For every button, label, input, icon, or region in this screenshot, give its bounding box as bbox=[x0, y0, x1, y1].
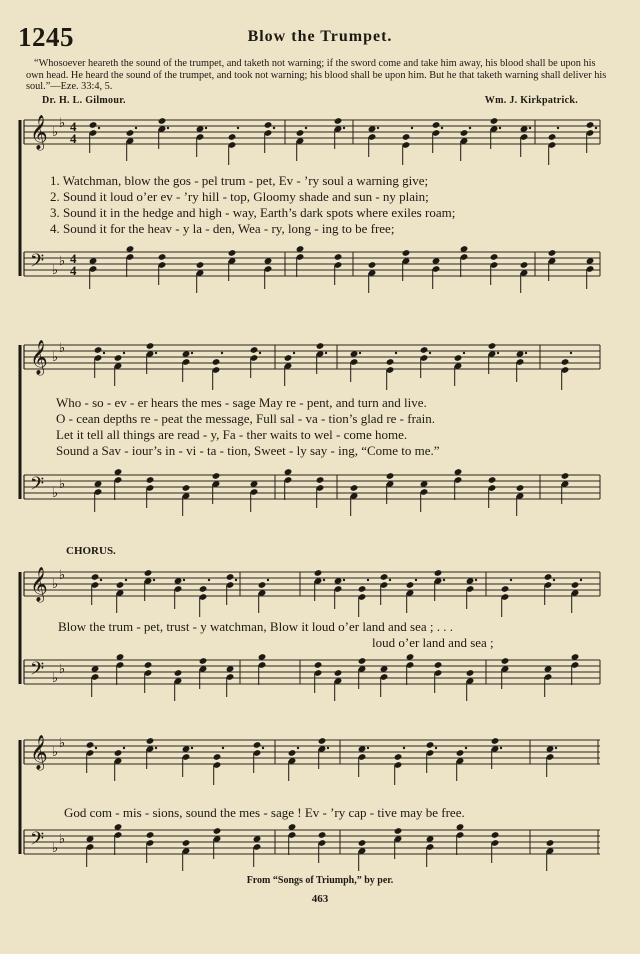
note-head bbox=[228, 133, 237, 141]
note-head bbox=[358, 657, 367, 665]
flat-icon: ♭ bbox=[52, 125, 59, 140]
time-signature-bottom: 4 bbox=[70, 263, 77, 278]
note-head bbox=[250, 346, 259, 354]
dot-icon bbox=[500, 747, 502, 749]
note-head bbox=[432, 121, 441, 129]
dot-icon bbox=[135, 127, 137, 129]
flat-icon: ♭ bbox=[52, 671, 59, 686]
dot-icon bbox=[343, 579, 345, 581]
note-head bbox=[358, 585, 367, 593]
dot-icon bbox=[125, 579, 127, 581]
note-head bbox=[488, 342, 497, 350]
dot-icon bbox=[95, 747, 97, 749]
note-head bbox=[456, 749, 465, 757]
note-head bbox=[146, 831, 155, 839]
note-head bbox=[126, 129, 135, 137]
dot-icon bbox=[443, 579, 445, 581]
note-head bbox=[491, 831, 500, 839]
dot-icon bbox=[237, 127, 239, 129]
note-head bbox=[316, 342, 325, 350]
dot-icon bbox=[415, 579, 417, 581]
dot-icon bbox=[499, 127, 501, 129]
note-head bbox=[318, 831, 327, 839]
note-head bbox=[114, 354, 123, 362]
dot-icon bbox=[98, 127, 100, 129]
note-head bbox=[394, 753, 403, 761]
flat-icon: ♭ bbox=[59, 568, 66, 583]
note-head bbox=[516, 484, 525, 492]
note-head bbox=[196, 261, 205, 269]
note-head bbox=[501, 585, 510, 593]
dot-icon bbox=[469, 127, 471, 129]
note-head bbox=[402, 133, 411, 141]
note-head bbox=[406, 581, 415, 589]
dot-icon bbox=[510, 579, 512, 581]
flat-icon: ♭ bbox=[59, 341, 66, 356]
source-credit: From “Songs of Triumph,” by per. bbox=[246, 875, 394, 886]
dot-icon bbox=[123, 747, 125, 749]
dot-icon bbox=[323, 579, 325, 581]
verse-4-line-b: Sound a Sav - iour’s in - vi - ta - tion, Sweet - ly say - ing, “Come to me.” bbox=[56, 443, 440, 458]
dot-icon bbox=[359, 352, 361, 354]
note-head bbox=[402, 249, 411, 257]
dot-icon bbox=[411, 127, 413, 129]
note-head bbox=[182, 484, 191, 492]
note-head bbox=[86, 741, 95, 749]
bass-clef-icon: 𝄢 bbox=[30, 251, 45, 276]
note-head bbox=[548, 249, 557, 257]
dot-icon bbox=[305, 127, 307, 129]
dot-icon bbox=[153, 579, 155, 581]
dot-icon bbox=[155, 352, 157, 354]
note-head bbox=[114, 749, 123, 757]
note-head bbox=[490, 117, 499, 125]
note-head bbox=[318, 737, 327, 745]
treble-clef-icon: 𝄞 bbox=[30, 735, 48, 770]
bass-clef-icon: 𝄢 bbox=[30, 659, 45, 684]
note-head bbox=[501, 657, 510, 665]
dot-icon bbox=[435, 747, 437, 749]
note-head bbox=[116, 581, 125, 589]
flat-icon: ♭ bbox=[52, 745, 59, 760]
dot-icon bbox=[367, 579, 369, 581]
note-head bbox=[226, 573, 235, 581]
note-head bbox=[314, 661, 323, 669]
note-head bbox=[314, 569, 323, 577]
note-head bbox=[144, 661, 153, 669]
flat-icon: ♭ bbox=[59, 662, 66, 677]
dot-icon bbox=[580, 579, 582, 581]
dot-icon bbox=[293, 352, 295, 354]
note-head bbox=[146, 342, 155, 350]
time-signature-top: 4 bbox=[70, 251, 77, 266]
flat-icon: ♭ bbox=[59, 254, 66, 269]
note-head bbox=[386, 358, 395, 366]
dot-icon bbox=[497, 352, 499, 354]
time-signature-bottom: 4 bbox=[70, 131, 77, 146]
note-head bbox=[490, 253, 499, 261]
dot-icon bbox=[327, 747, 329, 749]
chorus-line-1-echo: loud o’er land and sea ; bbox=[372, 635, 494, 650]
note-head bbox=[296, 129, 305, 137]
lyricist-credit: Dr. H. L. Gilmour. bbox=[42, 95, 126, 106]
note-head bbox=[434, 569, 443, 577]
dot-icon bbox=[208, 579, 210, 581]
flat-icon: ♭ bbox=[59, 477, 66, 492]
dot-icon bbox=[557, 127, 559, 129]
note-head bbox=[258, 581, 267, 589]
dot-icon bbox=[273, 127, 275, 129]
note-head bbox=[174, 669, 183, 677]
note-head bbox=[212, 472, 221, 480]
dot-icon bbox=[103, 352, 105, 354]
note-head bbox=[546, 839, 555, 847]
verse-4-line-a: 4. Sound it for the heav - y la - den, Wea - ry, long - ing to be free; bbox=[50, 221, 395, 236]
dot-icon bbox=[155, 747, 157, 749]
note-head bbox=[358, 839, 367, 847]
note-head bbox=[228, 249, 237, 257]
dot-icon bbox=[553, 579, 555, 581]
note-head bbox=[199, 657, 208, 665]
note-head bbox=[158, 117, 167, 125]
flat-icon: ♭ bbox=[59, 116, 66, 131]
note-head bbox=[199, 585, 208, 593]
treble-clef-icon: 𝄞 bbox=[30, 115, 48, 150]
composer-credit: Wm. J. Kirkpatrick. bbox=[484, 95, 578, 106]
note-head bbox=[91, 573, 100, 581]
dot-icon bbox=[529, 127, 531, 129]
dot-icon bbox=[167, 127, 169, 129]
note-head bbox=[284, 354, 293, 362]
page-number: 463 bbox=[311, 893, 329, 905]
note-head bbox=[264, 121, 273, 129]
dot-icon bbox=[367, 747, 369, 749]
note-head bbox=[520, 261, 529, 269]
time-signature-top: 4 bbox=[70, 119, 77, 134]
flat-icon: ♭ bbox=[59, 832, 66, 847]
dot-icon bbox=[191, 352, 193, 354]
verse-2-line-b: O - cean depths re - peat the message, Full sal - va - tion’s glad re - frain. bbox=[56, 411, 436, 426]
note-head bbox=[394, 827, 403, 835]
note-head bbox=[182, 839, 191, 847]
note-head bbox=[146, 737, 155, 745]
note-head bbox=[460, 129, 469, 137]
dot-icon bbox=[465, 747, 467, 749]
note-head bbox=[434, 661, 443, 669]
verse-1-line-b: Who - so - ev - er hears the mes - sage May re - pent, and turn and live. bbox=[56, 395, 427, 410]
note-head bbox=[368, 261, 377, 269]
note-head bbox=[561, 472, 570, 480]
dot-icon bbox=[235, 579, 237, 581]
hymn-title: Blow the Trumpet. bbox=[247, 28, 393, 45]
dot-icon bbox=[191, 747, 193, 749]
chorus-line-1: Blow the trum - pet, trust - y watchman, Blow it loud o’er land and sea ; . . . bbox=[58, 619, 453, 634]
dot-icon bbox=[123, 352, 125, 354]
note-head bbox=[426, 741, 435, 749]
note-head bbox=[488, 476, 497, 484]
dot-icon bbox=[441, 127, 443, 129]
note-head bbox=[253, 741, 262, 749]
music-system-3 bbox=[0, 560, 640, 720]
dot-icon bbox=[463, 352, 465, 354]
note-head bbox=[544, 573, 553, 581]
hymn-number: 1245 bbox=[18, 22, 74, 52]
dot-icon bbox=[595, 127, 597, 129]
note-head bbox=[454, 354, 463, 362]
flat-icon: ♭ bbox=[52, 263, 59, 278]
dot-icon bbox=[221, 352, 223, 354]
note-head bbox=[334, 253, 343, 261]
note-head bbox=[586, 121, 595, 129]
note-head bbox=[146, 476, 155, 484]
note-head bbox=[144, 569, 153, 577]
note-head bbox=[466, 669, 475, 677]
dot-icon bbox=[259, 352, 261, 354]
dot-icon bbox=[100, 579, 102, 581]
note-head bbox=[158, 253, 167, 261]
treble-clef-icon: 𝄞 bbox=[30, 567, 48, 602]
flat-icon: ♭ bbox=[52, 486, 59, 501]
note-head bbox=[316, 476, 325, 484]
verse-3-line-a: 3. Sound it in the hedge and high - way, Earth’s dark spots where exiles roam; bbox=[50, 205, 456, 220]
flat-icon: ♭ bbox=[59, 736, 66, 751]
dot-icon bbox=[570, 352, 572, 354]
bass-clef-icon: 𝄢 bbox=[30, 474, 45, 499]
dot-icon bbox=[297, 747, 299, 749]
verse-1-line-a: 1. Watchman, blow the gos - pel trum - pet, Ev - ’ry soul a warning give; bbox=[50, 173, 429, 188]
flat-icon: ♭ bbox=[52, 841, 59, 856]
note-head bbox=[420, 346, 429, 354]
dot-icon bbox=[262, 747, 264, 749]
note-head bbox=[350, 484, 359, 492]
note-head bbox=[94, 346, 103, 354]
dot-icon bbox=[389, 579, 391, 581]
dot-icon bbox=[205, 127, 207, 129]
chorus-label: CHORUS. bbox=[66, 545, 116, 557]
dot-icon bbox=[183, 579, 185, 581]
verse-3-line-b: Let it tell all things are read - y, Fa - ther waits to wel - come home. bbox=[56, 427, 408, 442]
note-head bbox=[334, 669, 343, 677]
dot-icon bbox=[325, 352, 327, 354]
scripture-epigraph: “Whosoever heareth the sound of the trumpet, and taketh not warning; if the sword come and take him away, his blood shall be upon his own head. He heard the sound of the trumpet, and took not warning; his blood shall be upon him. But he that taketh warning shall deliver his soul.”—Eze. 33:4, 5. bbox=[26, 58, 607, 93]
note-head bbox=[548, 133, 557, 141]
dot-icon bbox=[525, 352, 527, 354]
dot-icon bbox=[343, 127, 345, 129]
dot-icon bbox=[555, 747, 557, 749]
note-head bbox=[380, 573, 389, 581]
note-head bbox=[212, 358, 221, 366]
dot-icon bbox=[377, 127, 379, 129]
dot-icon bbox=[403, 747, 405, 749]
bass-clef-icon: 𝄢 bbox=[30, 829, 45, 854]
note-head bbox=[213, 753, 222, 761]
verse-2-line-a: 2. Sound it loud o’er ev - ’ry hill - top, Gloomy shade and sun - ny plain; bbox=[50, 189, 429, 204]
note-head bbox=[334, 117, 343, 125]
flat-icon: ♭ bbox=[52, 577, 59, 592]
chorus-line-2: God com - mis - sions, sound the mes - sage ! Ev - ’ry cap - tive may be free. bbox=[64, 805, 465, 820]
note-head bbox=[561, 358, 570, 366]
note-head bbox=[571, 581, 580, 589]
dot-icon bbox=[475, 579, 477, 581]
dot-icon bbox=[429, 352, 431, 354]
note-head bbox=[89, 121, 98, 129]
flat-icon: ♭ bbox=[52, 350, 59, 365]
note-head bbox=[213, 827, 222, 835]
dot-icon bbox=[395, 352, 397, 354]
note-head bbox=[288, 749, 297, 757]
dot-icon bbox=[222, 747, 224, 749]
note-head bbox=[491, 737, 500, 745]
dot-icon bbox=[267, 579, 269, 581]
treble-clef-icon: 𝄞 bbox=[30, 340, 48, 375]
note-head bbox=[386, 472, 395, 480]
